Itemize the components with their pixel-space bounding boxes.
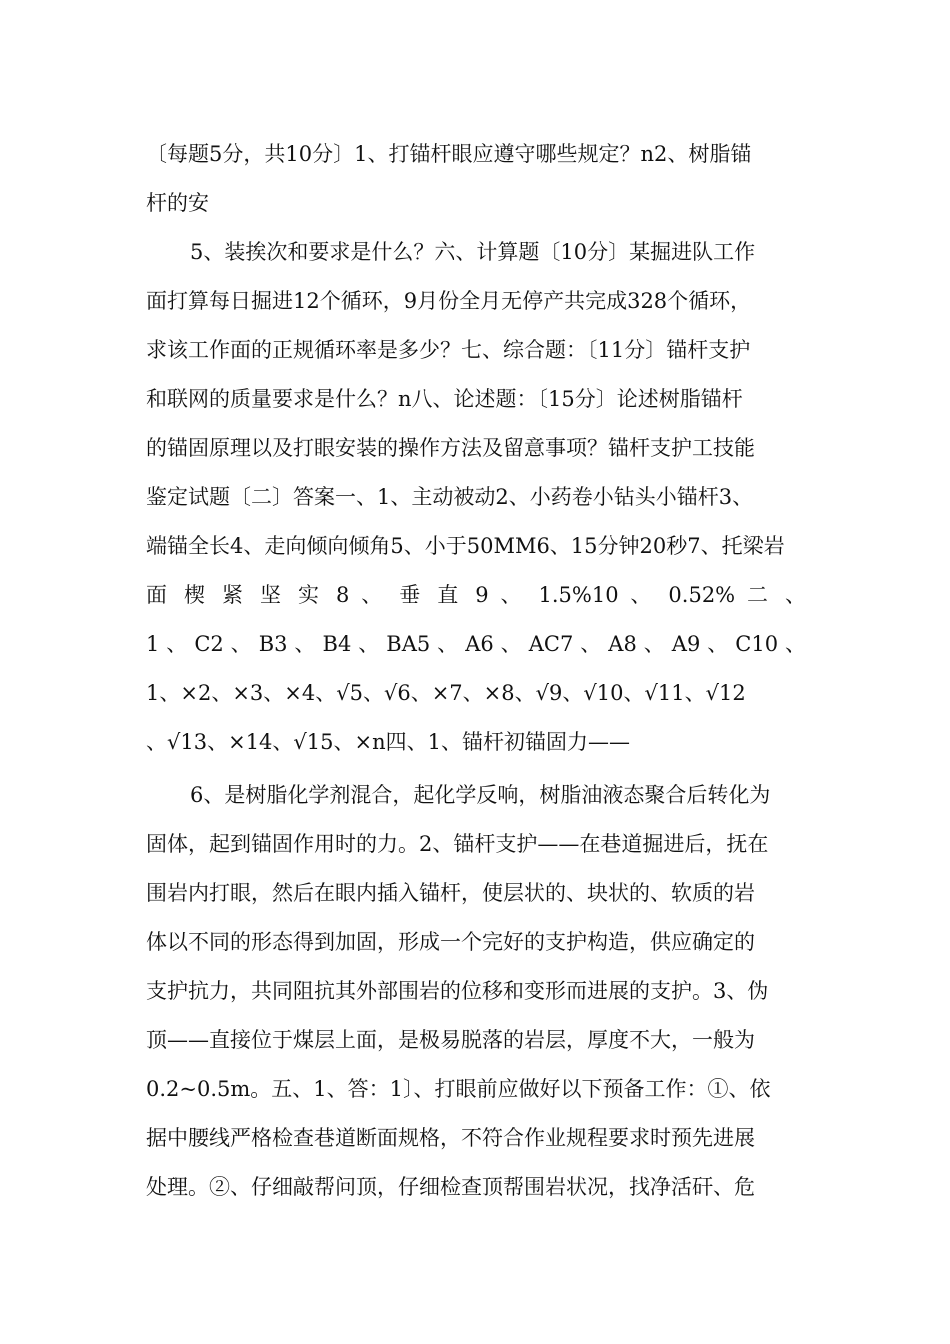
text-line-15: 固体，起到锚固作用时的力。2、锚杆支护——在巷道掘进后，抚在 (146, 832, 769, 856)
text-line-2: 杆的安 (146, 191, 209, 215)
text-line-9: 端锚全长4、走向倾向倾角5、小于50MM6、15分钟20秒7、托梁岩 (146, 534, 785, 558)
text-line-5: 求该工作面的正规循环率是多少？七、综合题：〔11分〕锚杆支护 (146, 338, 751, 362)
text-line-20: 0.2~0.5m。五、1、答：1〕、打眼前应做好以下预备工作：①、依 (146, 1077, 771, 1101)
text-line-10: 面 楔 紧 坚 实 8 、 垂 直 9 、 1.5%10 、 0.52% 二 、 (146, 583, 806, 607)
text-line-21: 据中腰线严格检查巷道断面规格，不符合作业规程要求时预先进展 (146, 1126, 755, 1150)
text-line-19: 顶——直接位于煤层上面，是极易脱落的岩层，厚度不大，一般为 (146, 1028, 755, 1052)
text-line-7: 的锚固原理以及打眼安装的操作方法及留意事项？锚杆支护工技能 (146, 436, 755, 460)
text-line-3: 5、装挨次和要求是什么？六、计算题〔10分〕某掘进队工作 (190, 240, 756, 264)
text-line-1: 〔每题5分，共10分〕1、打锚杆眼应遵守哪些规定？n2、树脂锚 (146, 142, 752, 166)
text-line-16: 围岩内打眼，然后在眼内插入锚杆，使层状的、块状的、软质的岩 (146, 881, 755, 905)
text-line-17: 体以不同的形态得到加固，形成一个完好的支护构造，供应确定的 (146, 930, 755, 954)
text-line-11: 1 、 C2 、 B3 、 B4 、 BA5 、 A6 、 AC7 、 A8 、 A9 、 C10 、 (146, 632, 806, 656)
text-line-8: 鉴定试题〔二〕答案一、1、主动被动2、小药卷小钻头小锚杆3、 (146, 485, 754, 509)
text-line-14: 6、是树脂化学剂混合，起化学反响，树脂油液态聚合后转化为 (190, 783, 771, 807)
text-line-12: 1、×2、×3、×4、√5、√6、×7、×8、√9、√10、√11、√12 (146, 681, 746, 705)
text-line-18: 支护抗力，共同阻抗其外部围岩的位移和变形而进展的支护。3、伪 (146, 979, 769, 1003)
text-line-6: 和联网的质量要求是什么？n八、论述题：〔15分〕论述树脂锚杆 (146, 387, 743, 411)
text-line-22: 处理。②、仔细敲帮问顶，仔细检查顶帮围岩状况，找净活矸、危 (146, 1175, 755, 1199)
text-line-4: 面打算每日掘进12个循环，9月份全月无停产共完成328个循环， (146, 289, 752, 313)
text-line-13: 、√13、×14、√15、×n四、1、锚杆初锚固力—— (146, 730, 631, 754)
